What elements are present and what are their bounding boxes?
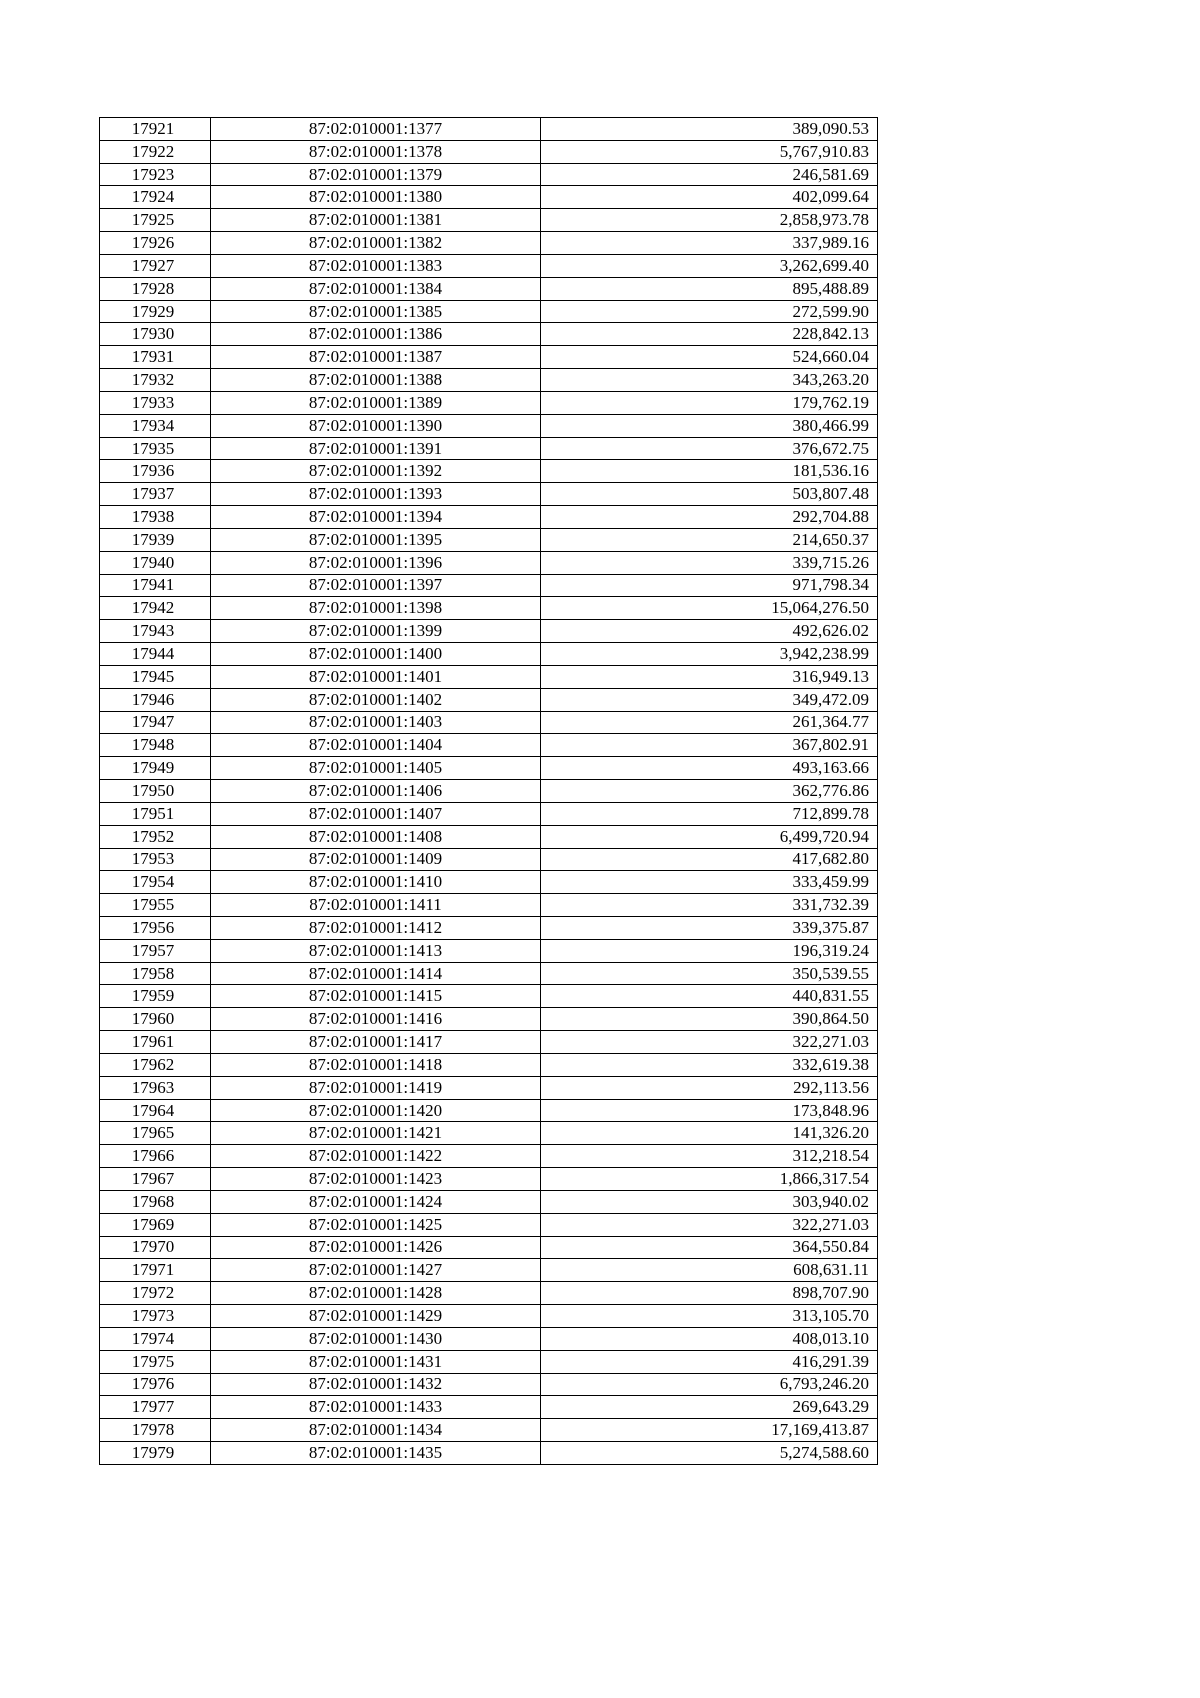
row-number-cell: 17955 xyxy=(100,894,211,917)
cadastral-number-cell: 87:02:010001:1377 xyxy=(211,118,541,141)
row-number-cell: 17932 xyxy=(100,369,211,392)
cadastral-value-cell: 332,619.38 xyxy=(541,1053,878,1076)
row-number-cell: 17973 xyxy=(100,1305,211,1328)
row-number-cell: 17944 xyxy=(100,643,211,666)
row-number-cell: 17946 xyxy=(100,688,211,711)
cadastral-number-cell: 87:02:010001:1406 xyxy=(211,780,541,803)
row-number-cell: 17963 xyxy=(100,1076,211,1099)
cadastral-value-cell: 331,732.39 xyxy=(541,894,878,917)
row-number-cell: 17928 xyxy=(100,277,211,300)
table-row xyxy=(100,483,878,506)
cadastral-value-cell: 408,013.10 xyxy=(541,1327,878,1350)
cadastral-value-cell: 292,704.88 xyxy=(541,506,878,529)
table-row xyxy=(100,916,878,939)
row-number-cell: 17951 xyxy=(100,802,211,825)
cadastral-number-cell: 87:02:010001:1409 xyxy=(211,848,541,871)
row-number-cell: 17949 xyxy=(100,757,211,780)
cadastral-value-cell: 364,550.84 xyxy=(541,1236,878,1259)
cadastral-number-cell: 87:02:010001:1380 xyxy=(211,186,541,209)
cadastral-number-cell: 87:02:010001:1433 xyxy=(211,1396,541,1419)
cadastral-number-cell: 87:02:010001:1430 xyxy=(211,1327,541,1350)
table-row xyxy=(100,551,878,574)
row-number-cell: 17929 xyxy=(100,300,211,323)
cadastral-value-table xyxy=(99,117,878,1465)
row-number-cell: 17936 xyxy=(100,460,211,483)
cadastral-number-cell: 87:02:010001:1391 xyxy=(211,437,541,460)
table-row xyxy=(100,1236,878,1259)
row-number-cell: 17960 xyxy=(100,1008,211,1031)
row-number-cell: 17923 xyxy=(100,163,211,186)
cadastral-value-cell: 503,807.48 xyxy=(541,483,878,506)
cadastral-value-cell: 492,626.02 xyxy=(541,620,878,643)
row-number-cell: 17958 xyxy=(100,962,211,985)
cadastral-number-cell: 87:02:010001:1431 xyxy=(211,1350,541,1373)
row-number-cell: 17972 xyxy=(100,1282,211,1305)
cadastral-value-cell: 493,163.66 xyxy=(541,757,878,780)
cadastral-value-cell: 3,262,699.40 xyxy=(541,254,878,277)
table-row xyxy=(100,1168,878,1191)
cadastral-value-cell: 292,113.56 xyxy=(541,1076,878,1099)
table-row xyxy=(100,323,878,346)
table-row xyxy=(100,1327,878,1350)
cadastral-number-cell: 87:02:010001:1384 xyxy=(211,277,541,300)
row-number-cell: 17977 xyxy=(100,1396,211,1419)
cadastral-number-cell: 87:02:010001:1400 xyxy=(211,643,541,666)
table-row xyxy=(100,254,878,277)
table-row xyxy=(100,1008,878,1031)
cadastral-number-cell: 87:02:010001:1425 xyxy=(211,1213,541,1236)
cadastral-value-cell: 316,949.13 xyxy=(541,665,878,688)
table-row xyxy=(100,780,878,803)
row-number-cell: 17945 xyxy=(100,665,211,688)
table-row xyxy=(100,574,878,597)
row-number-cell: 17962 xyxy=(100,1053,211,1076)
cadastral-number-cell: 87:02:010001:1412 xyxy=(211,916,541,939)
cadastral-number-cell: 87:02:010001:1429 xyxy=(211,1305,541,1328)
cadastral-number-cell: 87:02:010001:1415 xyxy=(211,985,541,1008)
row-number-cell: 17956 xyxy=(100,916,211,939)
cadastral-value-cell: 390,864.50 xyxy=(541,1008,878,1031)
table-row xyxy=(100,1099,878,1122)
cadastral-value-cell: 343,263.20 xyxy=(541,369,878,392)
cadastral-value-cell: 524,660.04 xyxy=(541,346,878,369)
cadastral-number-cell: 87:02:010001:1383 xyxy=(211,254,541,277)
cadastral-value-cell: 214,650.37 xyxy=(541,528,878,551)
row-number-cell: 17942 xyxy=(100,597,211,620)
table-row xyxy=(100,1213,878,1236)
table-row xyxy=(100,1031,878,1054)
row-number-cell: 17931 xyxy=(100,346,211,369)
table-row xyxy=(100,1373,878,1396)
row-number-cell: 17934 xyxy=(100,414,211,437)
cadastral-value-cell: 196,319.24 xyxy=(541,939,878,962)
cadastral-number-cell: 87:02:010001:1432 xyxy=(211,1373,541,1396)
row-number-cell: 17974 xyxy=(100,1327,211,1350)
row-number-cell: 17925 xyxy=(100,209,211,232)
cadastral-value-cell: 228,842.13 xyxy=(541,323,878,346)
cadastral-number-cell: 87:02:010001:1407 xyxy=(211,802,541,825)
table-row xyxy=(100,1305,878,1328)
cadastral-number-cell: 87:02:010001:1419 xyxy=(211,1076,541,1099)
cadastral-value-cell: 349,472.09 xyxy=(541,688,878,711)
cadastral-value-cell: 181,536.16 xyxy=(541,460,878,483)
table-row xyxy=(100,300,878,323)
cadastral-value-cell: 333,459.99 xyxy=(541,871,878,894)
cadastral-value-cell: 322,271.03 xyxy=(541,1213,878,1236)
cadastral-number-cell: 87:02:010001:1398 xyxy=(211,597,541,620)
row-number-cell: 17965 xyxy=(100,1122,211,1145)
cadastral-number-cell: 87:02:010001:1418 xyxy=(211,1053,541,1076)
cadastral-number-cell: 87:02:010001:1392 xyxy=(211,460,541,483)
cadastral-number-cell: 87:02:010001:1422 xyxy=(211,1145,541,1168)
row-number-cell: 17954 xyxy=(100,871,211,894)
row-number-cell: 17968 xyxy=(100,1190,211,1213)
table-body xyxy=(100,118,878,1465)
cadastral-number-cell: 87:02:010001:1421 xyxy=(211,1122,541,1145)
cadastral-number-cell: 87:02:010001:1393 xyxy=(211,483,541,506)
cadastral-number-cell: 87:02:010001:1397 xyxy=(211,574,541,597)
row-number-cell: 17947 xyxy=(100,711,211,734)
row-number-cell: 17971 xyxy=(100,1259,211,1282)
cadastral-number-cell: 87:02:010001:1386 xyxy=(211,323,541,346)
table-row xyxy=(100,186,878,209)
cadastral-value-cell: 272,599.90 xyxy=(541,300,878,323)
cadastral-value-cell: 269,643.29 xyxy=(541,1396,878,1419)
table-row xyxy=(100,757,878,780)
cadastral-value-cell: 261,364.77 xyxy=(541,711,878,734)
row-number-cell: 17966 xyxy=(100,1145,211,1168)
row-number-cell: 17948 xyxy=(100,734,211,757)
cadastral-number-cell: 87:02:010001:1378 xyxy=(211,140,541,163)
cadastral-number-cell: 87:02:010001:1381 xyxy=(211,209,541,232)
cadastral-number-cell: 87:02:010001:1410 xyxy=(211,871,541,894)
table-row xyxy=(100,620,878,643)
table-row xyxy=(100,209,878,232)
row-number-cell: 17933 xyxy=(100,391,211,414)
cadastral-value-cell: 6,793,246.20 xyxy=(541,1373,878,1396)
table-row xyxy=(100,1145,878,1168)
table-row xyxy=(100,985,878,1008)
cadastral-number-cell: 87:02:010001:1416 xyxy=(211,1008,541,1031)
table-row xyxy=(100,369,878,392)
table-row xyxy=(100,871,878,894)
cadastral-value-cell: 440,831.55 xyxy=(541,985,878,1008)
row-number-cell: 17950 xyxy=(100,780,211,803)
cadastral-number-cell: 87:02:010001:1426 xyxy=(211,1236,541,1259)
cadastral-value-cell: 15,064,276.50 xyxy=(541,597,878,620)
cadastral-value-cell: 416,291.39 xyxy=(541,1350,878,1373)
cadastral-number-cell: 87:02:010001:1399 xyxy=(211,620,541,643)
cadastral-value-cell: 712,899.78 xyxy=(541,802,878,825)
cadastral-value-cell: 389,090.53 xyxy=(541,118,878,141)
table-row xyxy=(100,711,878,734)
table-row xyxy=(100,894,878,917)
cadastral-value-cell: 3,942,238.99 xyxy=(541,643,878,666)
row-number-cell: 17970 xyxy=(100,1236,211,1259)
cadastral-number-cell: 87:02:010001:1388 xyxy=(211,369,541,392)
cadastral-number-cell: 87:02:010001:1420 xyxy=(211,1099,541,1122)
row-number-cell: 17957 xyxy=(100,939,211,962)
table-row xyxy=(100,1076,878,1099)
cadastral-number-cell: 87:02:010001:1394 xyxy=(211,506,541,529)
table-row xyxy=(100,163,878,186)
cadastral-value-cell: 362,776.86 xyxy=(541,780,878,803)
table-row xyxy=(100,802,878,825)
cadastral-value-cell: 898,707.90 xyxy=(541,1282,878,1305)
table-row xyxy=(100,1190,878,1213)
cadastral-value-cell: 313,105.70 xyxy=(541,1305,878,1328)
table-row xyxy=(100,391,878,414)
table-row xyxy=(100,1282,878,1305)
row-number-cell: 17979 xyxy=(100,1442,211,1465)
row-number-cell: 17924 xyxy=(100,186,211,209)
cadastral-value-cell: 312,218.54 xyxy=(541,1145,878,1168)
table-row xyxy=(100,1419,878,1442)
cadastral-number-cell: 87:02:010001:1387 xyxy=(211,346,541,369)
cadastral-value-cell: 339,375.87 xyxy=(541,916,878,939)
row-number-cell: 17921 xyxy=(100,118,211,141)
row-number-cell: 17935 xyxy=(100,437,211,460)
cadastral-value-cell: 339,715.26 xyxy=(541,551,878,574)
cadastral-value-cell: 417,682.80 xyxy=(541,848,878,871)
cadastral-value-cell: 350,539.55 xyxy=(541,962,878,985)
row-number-cell: 17961 xyxy=(100,1031,211,1054)
table-row xyxy=(100,1053,878,1076)
cadastral-value-cell: 1,866,317.54 xyxy=(541,1168,878,1191)
cadastral-number-cell: 87:02:010001:1389 xyxy=(211,391,541,414)
table-row xyxy=(100,118,878,141)
cadastral-number-cell: 87:02:010001:1414 xyxy=(211,962,541,985)
row-number-cell: 17952 xyxy=(100,825,211,848)
table-row xyxy=(100,528,878,551)
table-row xyxy=(100,346,878,369)
cadastral-value-cell: 367,802.91 xyxy=(541,734,878,757)
table-row xyxy=(100,688,878,711)
row-number-cell: 17941 xyxy=(100,574,211,597)
row-number-cell: 17975 xyxy=(100,1350,211,1373)
cadastral-number-cell: 87:02:010001:1411 xyxy=(211,894,541,917)
cadastral-value-cell: 303,940.02 xyxy=(541,1190,878,1213)
cadastral-number-cell: 87:02:010001:1379 xyxy=(211,163,541,186)
row-number-cell: 17939 xyxy=(100,528,211,551)
cadastral-number-cell: 87:02:010001:1427 xyxy=(211,1259,541,1282)
cadastral-value-cell: 2,858,973.78 xyxy=(541,209,878,232)
cadastral-number-cell: 87:02:010001:1390 xyxy=(211,414,541,437)
table-row xyxy=(100,140,878,163)
table-row xyxy=(100,1442,878,1465)
table-row xyxy=(100,597,878,620)
row-number-cell: 17953 xyxy=(100,848,211,871)
table-row xyxy=(100,939,878,962)
cadastral-number-cell: 87:02:010001:1404 xyxy=(211,734,541,757)
row-number-cell: 17976 xyxy=(100,1373,211,1396)
cadastral-number-cell: 87:02:010001:1428 xyxy=(211,1282,541,1305)
table-row xyxy=(100,1259,878,1282)
cadastral-number-cell: 87:02:010001:1417 xyxy=(211,1031,541,1054)
cadastral-value-cell: 179,762.19 xyxy=(541,391,878,414)
table-row xyxy=(100,1122,878,1145)
table-row xyxy=(100,848,878,871)
cadastral-value-cell: 6,499,720.94 xyxy=(541,825,878,848)
row-number-cell: 17938 xyxy=(100,506,211,529)
cadastral-number-cell: 87:02:010001:1401 xyxy=(211,665,541,688)
cadastral-number-cell: 87:02:010001:1434 xyxy=(211,1419,541,1442)
table-row xyxy=(100,962,878,985)
cadastral-number-cell: 87:02:010001:1396 xyxy=(211,551,541,574)
cadastral-number-cell: 87:02:010001:1413 xyxy=(211,939,541,962)
table-row xyxy=(100,825,878,848)
table-row xyxy=(100,1396,878,1419)
row-number-cell: 17922 xyxy=(100,140,211,163)
cadastral-value-cell: 17,169,413.87 xyxy=(541,1419,878,1442)
cadastral-value-cell: 380,466.99 xyxy=(541,414,878,437)
cadastral-value-cell: 322,271.03 xyxy=(541,1031,878,1054)
cadastral-number-cell: 87:02:010001:1403 xyxy=(211,711,541,734)
cadastral-value-cell: 402,099.64 xyxy=(541,186,878,209)
row-number-cell: 17940 xyxy=(100,551,211,574)
cadastral-value-cell: 895,488.89 xyxy=(541,277,878,300)
cadastral-value-cell: 376,672.75 xyxy=(541,437,878,460)
row-number-cell: 17943 xyxy=(100,620,211,643)
cadastral-value-cell: 141,326.20 xyxy=(541,1122,878,1145)
row-number-cell: 17978 xyxy=(100,1419,211,1442)
row-number-cell: 17927 xyxy=(100,254,211,277)
row-number-cell: 17964 xyxy=(100,1099,211,1122)
cadastral-value-cell: 246,581.69 xyxy=(541,163,878,186)
table-row xyxy=(100,643,878,666)
table-row xyxy=(100,734,878,757)
table-row xyxy=(100,437,878,460)
cadastral-number-cell: 87:02:010001:1405 xyxy=(211,757,541,780)
table-row xyxy=(100,460,878,483)
cadastral-number-cell: 87:02:010001:1402 xyxy=(211,688,541,711)
table-row xyxy=(100,506,878,529)
row-number-cell: 17959 xyxy=(100,985,211,1008)
cadastral-number-cell: 87:02:010001:1408 xyxy=(211,825,541,848)
table-row xyxy=(100,277,878,300)
table-row xyxy=(100,665,878,688)
row-number-cell: 17937 xyxy=(100,483,211,506)
cadastral-number-cell: 87:02:010001:1423 xyxy=(211,1168,541,1191)
table-row xyxy=(100,1350,878,1373)
cadastral-number-cell: 87:02:010001:1435 xyxy=(211,1442,541,1465)
cadastral-value-cell: 5,767,910.83 xyxy=(541,140,878,163)
cadastral-value-cell: 337,989.16 xyxy=(541,232,878,255)
table-row xyxy=(100,232,878,255)
row-number-cell: 17969 xyxy=(100,1213,211,1236)
row-number-cell: 17926 xyxy=(100,232,211,255)
row-number-cell: 17930 xyxy=(100,323,211,346)
cadastral-number-cell: 87:02:010001:1382 xyxy=(211,232,541,255)
cadastral-number-cell: 87:02:010001:1395 xyxy=(211,528,541,551)
row-number-cell: 17967 xyxy=(100,1168,211,1191)
cadastral-value-cell: 173,848.96 xyxy=(541,1099,878,1122)
cadastral-number-cell: 87:02:010001:1385 xyxy=(211,300,541,323)
cadastral-number-cell: 87:02:010001:1424 xyxy=(211,1190,541,1213)
cadastral-value-cell: 971,798.34 xyxy=(541,574,878,597)
cadastral-value-cell: 608,631.11 xyxy=(541,1259,878,1282)
cadastral-value-cell: 5,274,588.60 xyxy=(541,1442,878,1465)
table-row xyxy=(100,414,878,437)
